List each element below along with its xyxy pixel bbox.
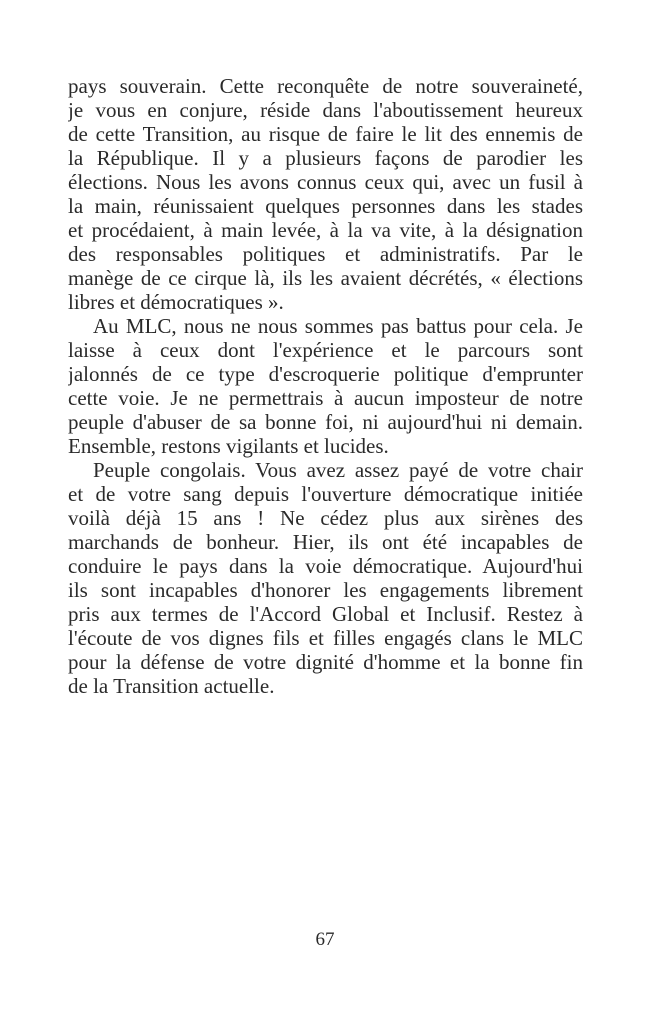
text-line: voilà déjà 15 ans ! Ne cédez plus aux sirènes des — [68, 506, 583, 530]
text-line: et procédaient, à main levée, à la va vite, à la désignation — [68, 218, 583, 242]
text-line: Au MLC, nous ne nous sommes pas battus pour cela. Je — [93, 314, 583, 338]
text-line: pris aux termes de l'Accord Global et Inclusif. Restez à — [68, 602, 583, 626]
text-line: Peuple congolais. Vous avez assez payé de votre chair — [93, 458, 583, 482]
text-line: ils sont incapables d'honorer les engagements librement — [68, 578, 583, 602]
text-line: élections. Nous les avons connus ceux qui, avec un fusil à — [68, 170, 583, 194]
text-line: la République. Il y a plusieurs façons de parodier les — [68, 146, 583, 170]
text-line: peuple d'abuser de sa bonne foi, ni aujourd'hui ni demain. — [68, 410, 583, 434]
text-line: marchands de bonheur. Hier, ils ont été incapables de — [68, 530, 583, 554]
text-line: laisse à ceux dont l'expérience et le parcours sont — [68, 338, 583, 362]
text-line: jalonnés de ce type d'escroquerie politique d'emprunter — [68, 362, 583, 386]
text-line: de cette Transition, au risque de faire le lit des ennemis de — [68, 122, 583, 146]
text-line: manège de ce cirque là, ils les avaient décrétés, « élections — [68, 266, 583, 290]
text-line: l'écoute de vos dignes fils et filles engagés clans le MLC — [68, 626, 583, 650]
text-line: la main, réunissaient quelques personnes dans les stades — [68, 194, 583, 218]
text-block — [68, 74, 583, 698]
text-line: des responsables politiques et administratifs. Par le — [68, 242, 583, 266]
page-number: 67 — [315, 929, 335, 950]
text-line: Ensemble, restons vigilants et lucides. — [68, 434, 389, 458]
text-line: pour la défense de votre dignité d'homme et la bonne fin — [68, 650, 583, 674]
text-line: de la Transition actuelle. — [68, 674, 275, 698]
text-line: cette voie. Je ne permettrais à aucun imposteur de notre — [68, 386, 583, 410]
text-line: pays souverain. Cette reconquête de notre souveraineté, — [68, 74, 583, 98]
text-line: et de votre sang depuis l'ouverture démocratique initiée — [68, 482, 583, 506]
text-line: libres et démocratiques ». — [68, 290, 284, 314]
text-line: conduire le pays dans la voie démocratique. Aujourd'hui — [68, 554, 583, 578]
text-line: je vous en conjure, réside dans l'aboutissement heureux — [68, 98, 583, 122]
